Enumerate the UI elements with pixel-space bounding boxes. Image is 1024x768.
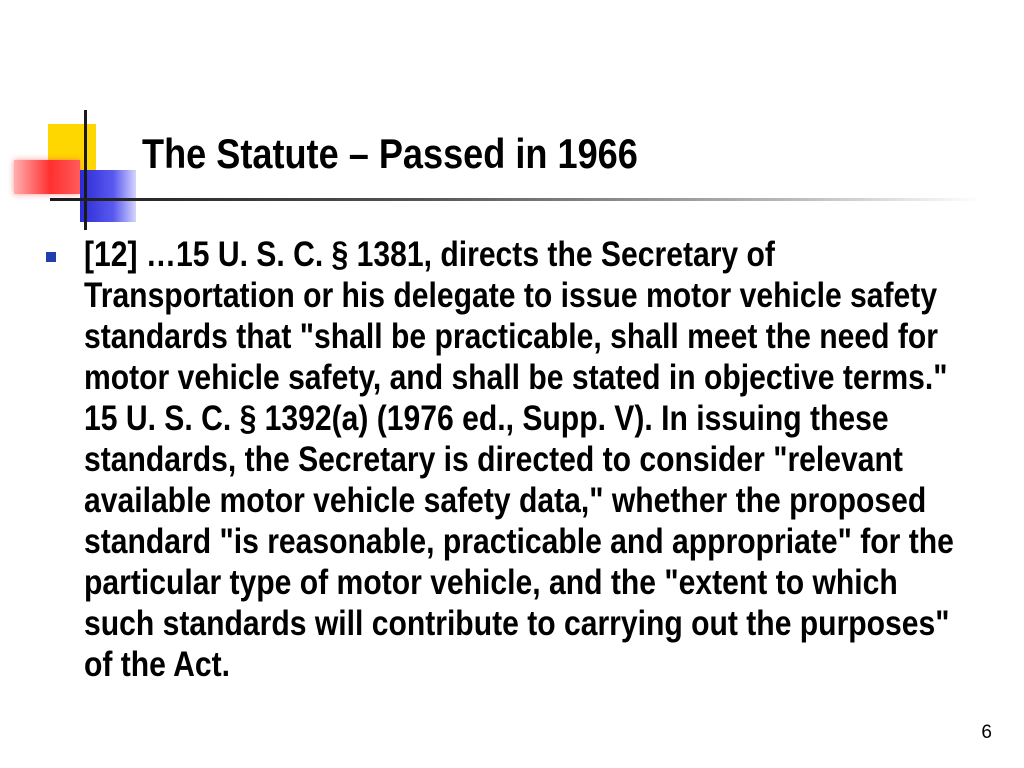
red-square-decoration [14, 160, 80, 194]
vertical-rule-decoration [84, 110, 87, 230]
bullet-text: [12] …15 U. S. C. § 1381, directs the Secretary of Transportation or his delegate to issue motor vehicle safety standards that "shall be practicable, shall meet the need for motor vehicle safety, and shall be stated in objective terms." 15 U. S. C. § 1392(a) (1976 ed., Supp. V). In issuing these standards, the Secretary is directed to consider "relevant available motor vehicle safety data," whether the proposed standard "is reasonable, practicable and appropriate" for the particular type of motor vehicle, and the "extent to which such standards will contribute to carrying out the purposes" of the Act. [84, 235, 954, 684]
blue-square-decoration [80, 170, 136, 222]
page-number: 6 [981, 722, 992, 743]
title-underline-rule [50, 198, 980, 201]
square-bullet-icon [46, 252, 56, 262]
slide-title: The Statute – Passed in 1966 [142, 130, 638, 177]
decorative-squares-logo [0, 0, 160, 240]
